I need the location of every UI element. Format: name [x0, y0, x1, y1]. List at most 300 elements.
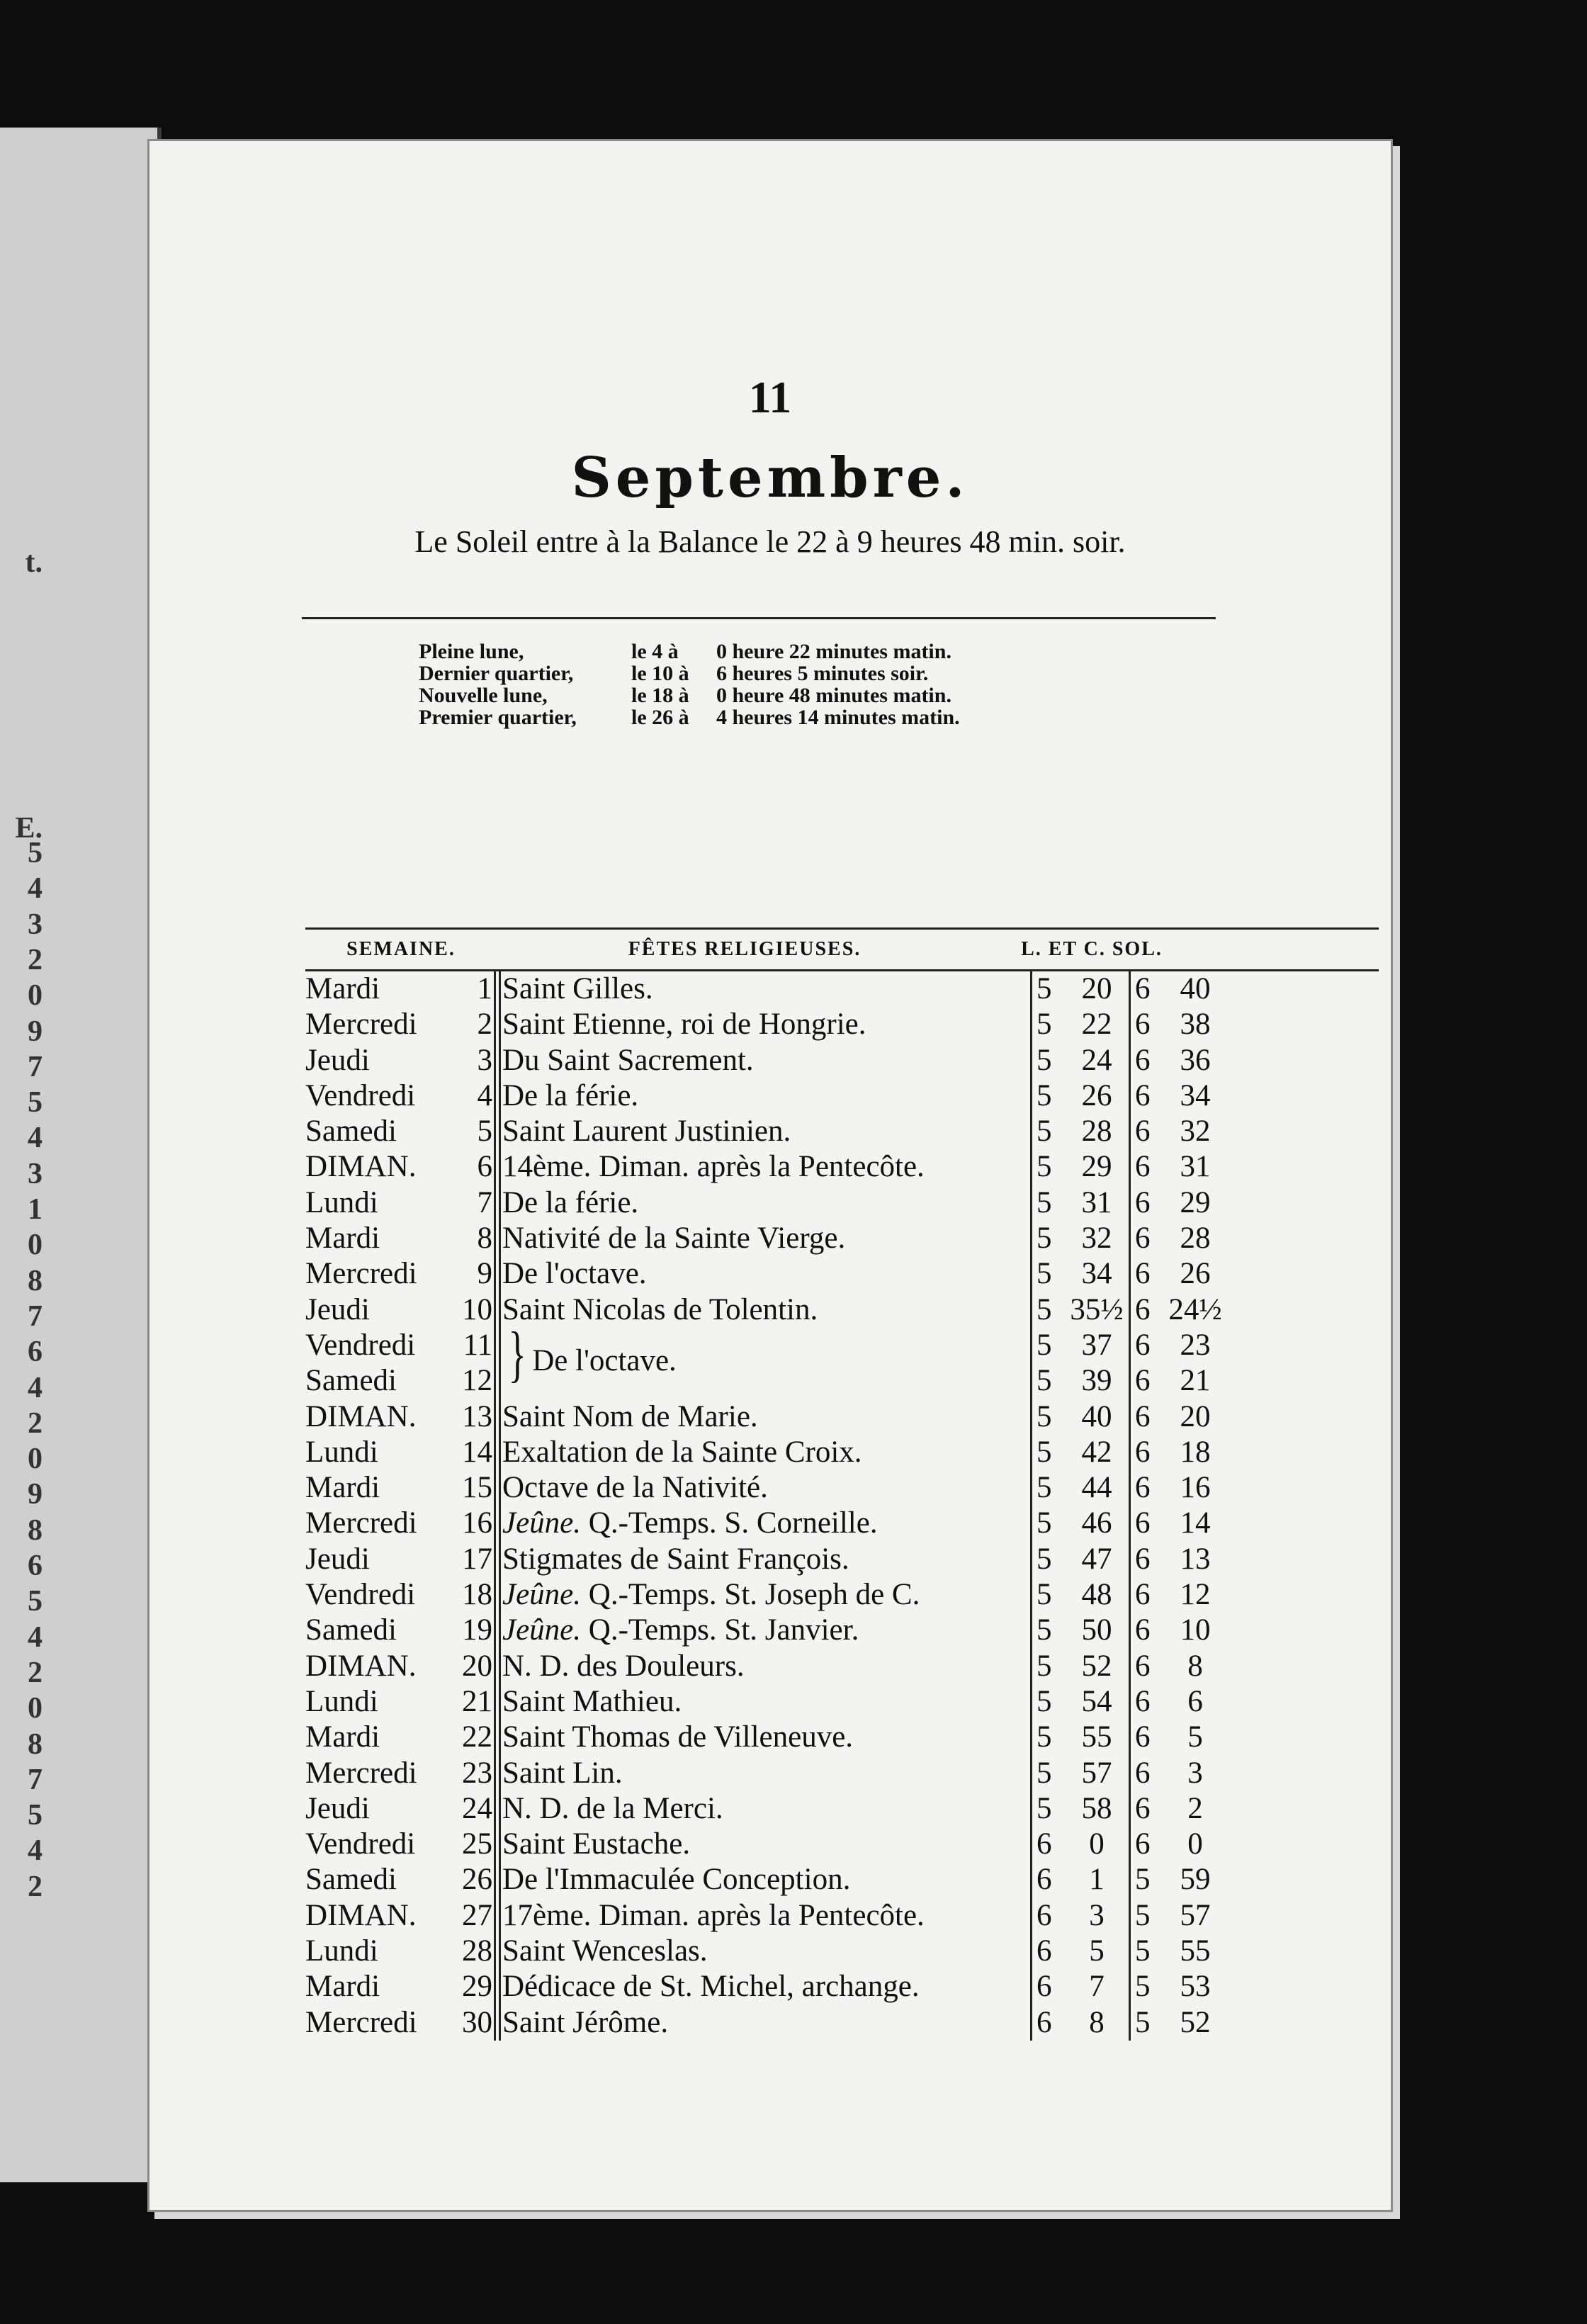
calendar-row [305, 1542, 1379, 1577]
sunrise-minute: 26 [1081, 1078, 1112, 1112]
sunset-hour: 6 [1129, 1221, 1163, 1256]
weekday: Lundi [305, 1934, 378, 1968]
left-page-fragment: 4 [28, 872, 43, 906]
weekday: DIMAN. [305, 1898, 417, 1932]
weekday: Samedi [305, 1364, 397, 1398]
weekday: Jeudi [305, 1292, 370, 1326]
column-rule [496, 1542, 501, 1577]
feast-text: N. D. de la Merci. [502, 1791, 723, 1825]
sunrise-minute: 48 [1081, 1578, 1112, 1612]
sunset-hour: 6 [1129, 1292, 1163, 1328]
sunrise-minute: 22 [1081, 1008, 1112, 1042]
left-page-fragment: 8 [28, 1727, 43, 1761]
column-rule [496, 1328, 501, 1363]
left-page-fragment: 0 [28, 1229, 43, 1262]
sunset-hour: 6 [1129, 1007, 1163, 1042]
sunset-minute: 20 [1180, 1399, 1211, 1433]
day-number: 24 [446, 1791, 496, 1827]
left-page-fragment: 6 [28, 1336, 43, 1369]
left-page-fragment: 5 [28, 1086, 43, 1119]
sunrise-minute: 8 [1089, 2005, 1105, 2039]
calendar-row [305, 1114, 1379, 1149]
calendar-table [305, 927, 1379, 2041]
feast-name [502, 1684, 1030, 1720]
weekday: Mardi [305, 1222, 380, 1256]
day-number: 26 [446, 1862, 496, 1897]
sunrise-minute: 1 [1089, 1863, 1105, 1897]
moon-phase-time: 6 heures 5 minutes soir. [716, 662, 929, 685]
column-rule [496, 1684, 501, 1720]
sunrise-minute: 34 [1081, 1257, 1112, 1291]
feast-text: De l'octave. [532, 1343, 677, 1377]
feast-text: Saint Thomas de Villeneuve. [502, 1720, 854, 1754]
day-number: 22 [446, 1720, 496, 1755]
sunset-minute: 32 [1180, 1115, 1211, 1149]
column-rule [496, 1577, 501, 1613]
sunset-hour: 5 [1129, 1862, 1163, 1897]
sunrise-minute: 31 [1081, 1185, 1112, 1219]
sunset-hour: 6 [1129, 971, 1163, 1007]
day-number: 5 [446, 1114, 496, 1149]
sunrise-hour: 5 [1030, 1791, 1065, 1827]
weekday: Mercredi [305, 1008, 417, 1042]
calendar-row [305, 1613, 1379, 1648]
column-rule [496, 1007, 501, 1042]
left-page-edge [0, 128, 162, 2182]
feast-name [502, 1934, 1030, 1969]
feast-text: Q.-Temps. St. Joseph de C. [581, 1578, 920, 1612]
sunset-minute: 23 [1180, 1328, 1211, 1362]
day-number: 18 [446, 1577, 496, 1613]
feast-name [502, 2005, 1030, 2041]
feast-text: Saint Jérôme. [502, 2005, 669, 2039]
feast-name [502, 1435, 1030, 1470]
weekday: Jeudi [305, 1791, 370, 1825]
feast-text: De la férie. [502, 1078, 639, 1112]
sunrise-minute: 54 [1081, 1684, 1112, 1718]
sunset-minute: 55 [1180, 1934, 1211, 1968]
column-rule [496, 1078, 501, 1114]
sunrise-hour: 5 [1030, 1649, 1065, 1684]
day-number: 7 [446, 1185, 496, 1221]
left-page-fragment: 7 [28, 1050, 43, 1083]
feast-text: Saint Mathieu. [502, 1684, 682, 1718]
feast-text: Nativité de la Sainte Vierge. [502, 1222, 846, 1256]
moon-phase-time: 0 heure 48 minutes matin. [716, 684, 951, 707]
feast-name [502, 1506, 1030, 1541]
left-page-fragment: 5 [28, 1585, 43, 1618]
sunrise-minute: 37 [1081, 1328, 1112, 1362]
feast-text: Dédicace de St. Michel, archange. [502, 1970, 920, 2004]
sunset-minute: 52 [1180, 2005, 1211, 2039]
feast-text: Du Saint Sacrement. [502, 1043, 754, 1077]
day-number: 3 [446, 1043, 496, 1078]
sunrise-hour: 6 [1030, 1969, 1065, 2004]
sunset-hour: 6 [1129, 1399, 1163, 1435]
calendar-row [305, 1756, 1379, 1791]
sunset-minute: 57 [1180, 1898, 1211, 1932]
feast-name [502, 1791, 1030, 1827]
calendar-row [305, 1292, 1379, 1328]
moon-phase-name: Premier quartier, [419, 706, 577, 729]
day-number: 1 [446, 971, 496, 1007]
day-number: 8 [446, 1221, 496, 1256]
day-number: 9 [446, 1256, 496, 1292]
sunset-hour: 6 [1129, 1435, 1163, 1470]
sunset-minute: 24½ [1168, 1292, 1222, 1326]
feast-name [502, 1149, 1030, 1185]
column-rule [496, 1435, 501, 1470]
sunset-hour: 6 [1129, 1470, 1163, 1506]
column-rule [496, 1399, 501, 1435]
feast-name [502, 1577, 1030, 1613]
sunrise-hour: 5 [1030, 1256, 1065, 1292]
sunset-minute: 38 [1180, 1008, 1211, 1042]
sunset-minute: 28 [1180, 1222, 1211, 1256]
left-page-fragment: 6 [28, 1550, 43, 1582]
feast-name [502, 1292, 1030, 1328]
feast-name [502, 1898, 1030, 1934]
sunrise-minute: 7 [1089, 1970, 1105, 2004]
weekday: Vendredi [305, 1078, 416, 1112]
day-number: 16 [446, 1506, 496, 1541]
day-number: 23 [446, 1756, 496, 1791]
day-number: 27 [446, 1898, 496, 1934]
sunrise-minute: 28 [1081, 1115, 1112, 1149]
column-rule [496, 2005, 501, 2041]
sunset-minute: 3 [1187, 1756, 1203, 1790]
sunrise-minute: 50 [1081, 1613, 1112, 1647]
feast-text: Saint Etienne, roi de Hongrie. [502, 1008, 866, 1042]
sunset-hour: 6 [1129, 1649, 1163, 1684]
calendar-row [305, 1221, 1379, 1256]
sunset-minute: 14 [1180, 1506, 1211, 1540]
sunset-minute: 40 [1180, 972, 1211, 1005]
moon-phase-row [419, 662, 1127, 684]
day-number: 14 [446, 1435, 496, 1470]
left-page-fragment: 2 [28, 1870, 43, 1903]
sunrise-hour: 5 [1030, 1756, 1065, 1791]
sunrise-minute: 35½ [1070, 1292, 1124, 1326]
sunset-minute: 21 [1180, 1364, 1211, 1398]
calendar-row [305, 1185, 1379, 1221]
column-rule [496, 1756, 501, 1791]
sunset-hour: 6 [1129, 1791, 1163, 1827]
sunrise-hour: 5 [1030, 1506, 1065, 1541]
moon-phase-time: 0 heure 22 minutes matin. [716, 640, 951, 663]
sunset-minute: 53 [1180, 1970, 1211, 2004]
weekday: DIMAN. [305, 1649, 417, 1683]
feast-name [502, 1756, 1030, 1791]
sunset-hour: 6 [1129, 1256, 1163, 1292]
calendar-body [305, 971, 1379, 2041]
sunrise-hour: 6 [1030, 1934, 1065, 1969]
column-rule [496, 1649, 501, 1684]
left-page-fragment: 0 [28, 979, 43, 1012]
sunset-minute: 29 [1180, 1185, 1211, 1219]
feast-text: De la férie. [502, 1185, 639, 1219]
feast-text: Octave de la Nativité. [502, 1471, 768, 1505]
sunrise-minute: 55 [1081, 1720, 1112, 1754]
feast-text: Saint Lin. [502, 1756, 623, 1790]
left-page-fragment: 1 [28, 1193, 43, 1226]
feast-name [502, 1613, 1030, 1648]
calendar-row [305, 1256, 1379, 1292]
sunrise-hour: 5 [1030, 1684, 1065, 1720]
sunrise-minute: 24 [1081, 1043, 1112, 1077]
sunset-minute: 59 [1180, 1863, 1211, 1897]
left-page-fragment: 3 [28, 908, 43, 941]
left-page-fragment: 2 [28, 1406, 43, 1440]
day-number: 28 [446, 1934, 496, 1969]
feast-text: Saint Wenceslas. [502, 1934, 708, 1968]
sunset-hour: 5 [1129, 1934, 1163, 1969]
sunrise-minute: 57 [1081, 1756, 1112, 1790]
column-rule [496, 1043, 501, 1078]
sunset-minute: 16 [1180, 1471, 1211, 1505]
calendar-row [305, 1577, 1379, 1613]
feast-name [502, 1862, 1030, 1897]
weekday: Lundi [305, 1185, 378, 1219]
sunset-minute: 0 [1187, 1827, 1203, 1861]
sun-entry-line: Le Soleil entre à la Balance le 22 à 9 heures 48 min. soir. [414, 524, 1126, 559]
sunrise-hour: 5 [1030, 1542, 1065, 1577]
column-rule [496, 971, 501, 1007]
sunset-minute: 18 [1180, 1435, 1211, 1469]
sunset-hour: 6 [1129, 1043, 1163, 1078]
calendar-row [305, 1506, 1379, 1541]
sunset-hour: 6 [1129, 1613, 1163, 1648]
sunset-hour: 6 [1129, 1827, 1163, 1862]
sunset-minute: 26 [1180, 1257, 1211, 1291]
almanac-page [147, 139, 1393, 2212]
sunset-hour: 6 [1129, 1363, 1163, 1399]
sunrise-hour: 5 [1030, 1613, 1065, 1648]
column-rule [496, 1791, 501, 1827]
left-page-fragment: 7 [28, 1763, 43, 1796]
column-rule [496, 1256, 501, 1292]
divider-rule [302, 617, 1216, 619]
weekday: Mercredi [305, 1506, 417, 1540]
left-page-fragment: t. [25, 546, 43, 579]
left-page-fragment: 2 [28, 1656, 43, 1689]
day-number: 19 [446, 1613, 496, 1648]
weekday: Vendredi [305, 1827, 416, 1861]
calendar-row [305, 1043, 1379, 1078]
left-page-fragment: E. [15, 812, 43, 845]
feast-text: De l'Immaculée Conception. [502, 1863, 851, 1897]
weekday: Samedi [305, 1613, 397, 1647]
calendar-row [305, 1363, 1379, 1399]
sunrise-hour: 6 [1030, 2005, 1065, 2041]
calendar-row [305, 1649, 1379, 1684]
column-rule [496, 1862, 501, 1897]
sunset-minute: 12 [1180, 1578, 1211, 1612]
sunrise-hour: 6 [1030, 1898, 1065, 1934]
sunrise-hour: 5 [1030, 1221, 1065, 1256]
feast-name [502, 971, 1030, 1007]
day-number: 29 [446, 1969, 496, 2004]
sunset-hour: 6 [1129, 1149, 1163, 1185]
calendar-row [305, 1827, 1379, 1862]
sunrise-minute: 0 [1089, 1827, 1105, 1861]
header-semaine: SEMAINE. [346, 938, 456, 960]
sunset-minute: 6 [1187, 1684, 1203, 1718]
weekday: Vendredi [305, 1578, 416, 1612]
moon-phase-name: Pleine lune, [419, 640, 524, 663]
moon-phase-name: Nouvelle lune, [419, 684, 548, 707]
calendar-row [305, 1149, 1379, 1185]
sunrise-hour: 6 [1030, 1862, 1065, 1897]
weekday: Lundi [305, 1435, 378, 1469]
column-rule [496, 1934, 501, 1969]
day-number: 15 [446, 1470, 496, 1506]
weekday: DIMAN. [305, 1150, 417, 1184]
feast-text: 17ème. Diman. après la Pentecôte. [502, 1898, 925, 1932]
fast-label: Jeûne. [502, 1613, 582, 1647]
sunset-hour: 6 [1129, 1756, 1163, 1791]
sunrise-minute: 3 [1089, 1898, 1105, 1932]
day-number: 20 [446, 1649, 496, 1684]
sunset-hour: 6 [1129, 1114, 1163, 1149]
calendar-row [305, 1470, 1379, 1506]
sunset-minute: 13 [1180, 1542, 1211, 1576]
page-number: 11 [748, 372, 792, 422]
sunset-hour: 6 [1129, 1506, 1163, 1541]
day-number: 12 [446, 1363, 496, 1399]
sunset-hour: 5 [1129, 1969, 1163, 2004]
feast-text: Saint Gilles. [502, 972, 653, 1005]
column-rule [496, 1827, 501, 1862]
sunrise-hour: 5 [1030, 1328, 1065, 1363]
feast-text: Stigmates de Saint François. [502, 1542, 849, 1576]
sunrise-minute: 44 [1081, 1471, 1112, 1505]
feast-name [502, 1221, 1030, 1256]
feast-text: Q.-Temps. S. Corneille. [581, 1506, 878, 1540]
feast-name [502, 1827, 1030, 1862]
feast-name [502, 1399, 1030, 1435]
column-rule [496, 1506, 501, 1541]
moon-phase-time: 4 heures 14 minutes matin. [716, 706, 960, 729]
calendar-row [305, 1969, 1379, 2004]
column-rule [496, 1969, 501, 2004]
day-number: 2 [446, 1007, 496, 1042]
calendar-row [305, 1898, 1379, 1934]
left-page-fragment: 2 [28, 943, 43, 976]
sunrise-minute: 32 [1081, 1222, 1112, 1256]
left-page-fragment: 0 [28, 1443, 43, 1476]
sunrise-hour: 5 [1030, 1043, 1065, 1078]
weekday: Samedi [305, 1115, 397, 1149]
column-rule [496, 1185, 501, 1221]
day-number: 17 [446, 1542, 496, 1577]
sunrise-hour: 5 [1030, 1363, 1065, 1399]
feast-name [502, 1043, 1030, 1078]
sunrise-minute: 29 [1081, 1150, 1112, 1184]
sunrise-minute: 5 [1089, 1934, 1105, 1968]
column-rule [496, 1221, 501, 1256]
moon-phase-day: le 10 à [631, 662, 689, 685]
calendar-row [305, 1791, 1379, 1827]
moon-phase-row [419, 641, 1127, 662]
weekday: Mercredi [305, 1257, 417, 1291]
feast-name [502, 1319, 1030, 1389]
feast-text: Saint Nicolas de Tolentin. [502, 1292, 818, 1326]
moon-phases [419, 641, 1127, 728]
sunset-hour: 6 [1129, 1078, 1163, 1114]
sunrise-minute: 47 [1081, 1542, 1112, 1576]
sunrise-minute: 40 [1081, 1399, 1112, 1433]
column-rule [496, 1898, 501, 1934]
weekday: Mardi [305, 1970, 380, 2004]
feast-text: N. D. des Douleurs. [502, 1649, 745, 1683]
sunset-minute: 10 [1180, 1613, 1211, 1647]
sunrise-hour: 5 [1030, 971, 1065, 1007]
weekday: Mardi [305, 1471, 380, 1505]
sunset-minute: 34 [1180, 1078, 1211, 1112]
sunset-hour: 6 [1129, 1720, 1163, 1755]
sunrise-hour: 5 [1030, 1470, 1065, 1506]
day-number: 13 [446, 1399, 496, 1435]
sunrise-minute: 20 [1081, 972, 1112, 1005]
moon-phase-row [419, 684, 1127, 706]
sunrise-minute: 52 [1081, 1649, 1112, 1683]
column-rule [496, 1720, 501, 1755]
header-fetes: FÊTES RELIGIEUSES. [628, 938, 862, 960]
day-number: 30 [446, 2005, 496, 2041]
calendar-row [305, 1934, 1379, 1969]
column-rule [496, 1363, 501, 1399]
weekday: Jeudi [305, 1043, 370, 1077]
weekday: Mercredi [305, 1756, 417, 1790]
sunrise-hour: 5 [1030, 1435, 1065, 1470]
weekday: Jeudi [305, 1542, 370, 1576]
feast-text: Saint Eustache. [502, 1827, 691, 1861]
sunrise-minute: 42 [1081, 1435, 1112, 1469]
sunset-minute: 36 [1180, 1043, 1211, 1077]
day-number: 21 [446, 1684, 496, 1720]
left-page-fragment: 4 [28, 1371, 43, 1404]
moon-phase-day: le 18 à [631, 684, 689, 707]
sunset-hour: 6 [1129, 1542, 1163, 1577]
weekday: Vendredi [305, 1328, 416, 1362]
feast-name [502, 1007, 1030, 1042]
calendar-row [305, 1684, 1379, 1720]
moon-phase-row [419, 706, 1127, 728]
feast-name [502, 1185, 1030, 1221]
column-rule [496, 1114, 501, 1149]
sunrise-hour: 5 [1030, 1292, 1065, 1328]
calendar-row [305, 971, 1379, 1007]
sunrise-minute: 46 [1081, 1506, 1112, 1540]
left-page-fragment: 5 [28, 1799, 43, 1832]
sunrise-hour: 5 [1030, 1078, 1065, 1114]
sunset-hour: 6 [1129, 1577, 1163, 1613]
calendar-row [305, 1007, 1379, 1042]
calendar-row [305, 1399, 1379, 1435]
column-rule [496, 1149, 501, 1185]
left-page-fragment: 0 [28, 1692, 43, 1725]
feast-name [502, 1114, 1030, 1149]
left-page-fragment: 4 [28, 1834, 43, 1868]
moon-phase-day: le 4 à [631, 640, 679, 663]
day-number: 10 [446, 1292, 496, 1328]
left-page-fragment: 7 [28, 1299, 43, 1333]
left-page-fragment: 8 [28, 1513, 43, 1547]
feast-text: De l'octave. [502, 1257, 647, 1291]
weekday: Mardi [305, 972, 380, 1005]
left-page-fragment: 8 [28, 1264, 43, 1297]
